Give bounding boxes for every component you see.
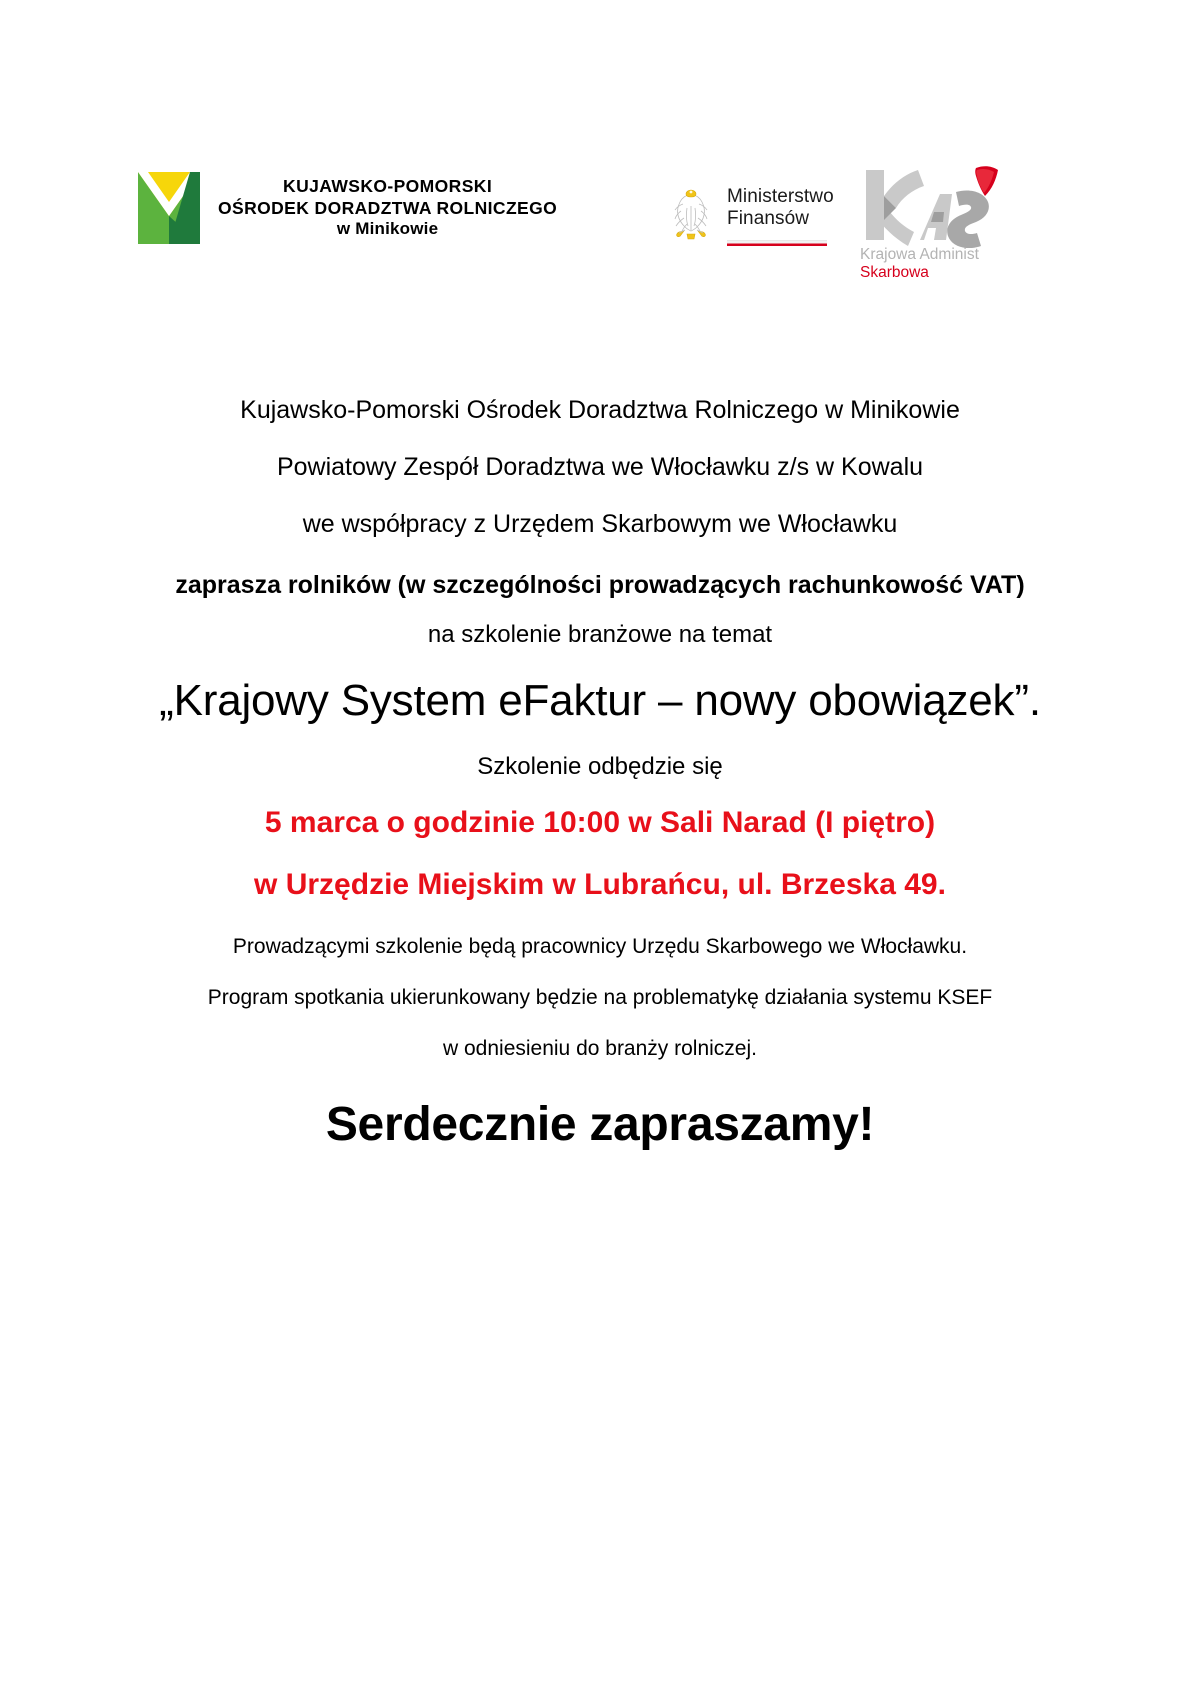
kpodr-line-1: KUJAWSKO-POMORSKI: [283, 176, 493, 197]
poster-content: [0, 390, 1200, 1152]
logo-band: [0, 160, 1200, 300]
mf-line-2: Finansów: [727, 208, 810, 230]
organizer-line-2: Powiatowy Zespół Doradztwa we Włocławku z/s w Kowalu: [276, 453, 924, 481]
kpodr-logo: [138, 172, 557, 244]
kas-line-1: Krajowa Administ: [860, 246, 979, 263]
kas-logo: [858, 160, 1038, 290]
event-datetime-line: 5 marca o godzinie 10:00 w Sali Narad (I piętro): [264, 806, 936, 840]
kpodr-mark-icon: [138, 172, 200, 244]
kpodr-line-2: OŚRODEK DORADZTWA ROLNICZEGO: [218, 197, 558, 218]
event-location-line: w Urzędzie Miejskim w Lubrańcu, ul. Brzeska 49.: [254, 867, 946, 901]
invitation-text: zaprasza rolników (w szczególności prowadzących rachunkowość VAT): [175, 571, 1025, 599]
subject-lead-text: na szkolenie branżowe na temat: [427, 621, 773, 648]
detail-line-2: Program spotkania ukierunkowany będzie na problematykę działania systemu KSEF: [207, 986, 993, 1010]
kas-line-2: Skarbowa: [860, 264, 929, 282]
kas-mark-icon: [858, 162, 1008, 248]
kpodr-line-3: w Minikowie: [336, 218, 439, 238]
organizer-line-3: we współpracy z Urzędem Skarbowym we Włocławku: [302, 510, 898, 538]
kas-subtext: [860, 246, 1060, 283]
ministerstwo-finansow-logo: [665, 184, 834, 246]
polish-eagle-icon: [665, 184, 717, 242]
training-title: „Krajowy System eFaktur – nowy obowiązek”.: [159, 676, 1041, 725]
closing-text: Serdecznie zapraszamy!: [325, 1098, 875, 1152]
kpodr-wordmark: [218, 176, 557, 239]
mf-red-rule: [727, 240, 827, 246]
organizer-line-1: Kujawsko-Pomorski Ośrodek Doradztwa Rolniczego w Minikowie: [240, 396, 960, 424]
when-lead-text: Szkolenie odbędzie się: [477, 753, 723, 781]
mf-right-block: [727, 184, 834, 246]
mf-line-1: Ministerstwo: [727, 186, 834, 207]
detail-line-1: Prowadzącymi szkolenie będą pracownicy Urzędu Skarbowego we Włocławku.: [232, 935, 968, 959]
detail-line-3: w odniesieniu do branży rolniczej.: [442, 1037, 757, 1061]
